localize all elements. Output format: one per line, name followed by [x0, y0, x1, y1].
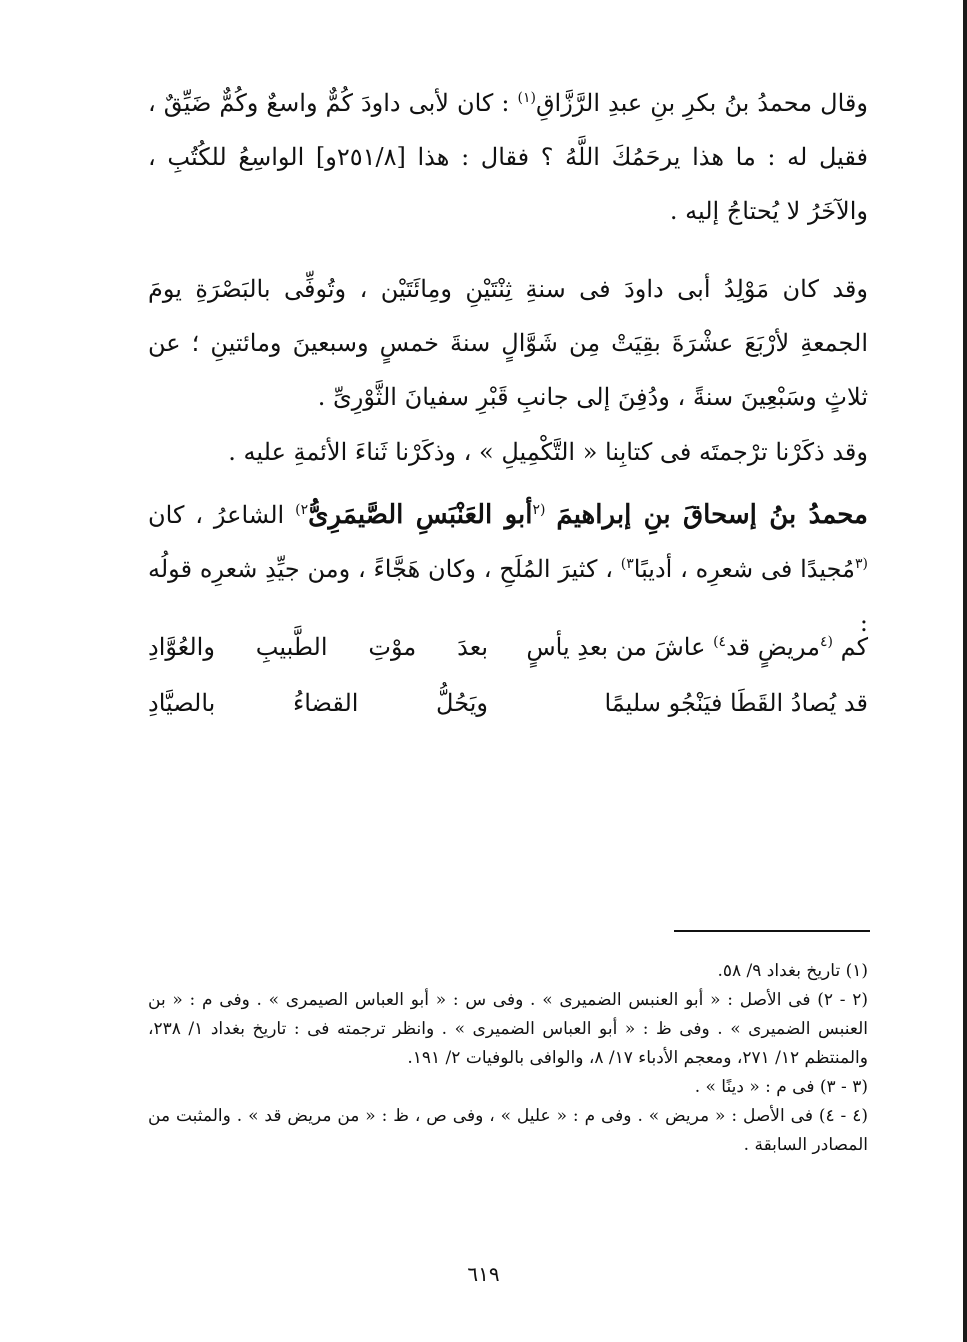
footnote-reference: ٤) [713, 634, 727, 650]
footnote: (٤ - ٤) فى الأصل : « مريض » . وفى م : « عليل » ، وفى ص ، ظ : « من مريض قد » . والمثبت من المصادر السابقة . [148, 1106, 868, 1155]
footnote: (٢ - ٢) فى الأصل : « أبو العنبس الضميرى » . وفى س : « أبو العباس الصيمرى » . وفى م : « بن العنبس الضميرى » . وفى ظ : « أبو العباس الضميرى » . وانظر ترجمته فى : تاريخ بغداد ١/ ٢٣٨، والمنتظم ١٢/ ٢٧١، ومعجم الأدباء ١٧/ ٨، والوافى بالوفيات ٢/ ١٩١. [148, 990, 869, 1068]
footnote-reference: (٤ [819, 634, 833, 650]
footnote: (١) تاريخ بغداد ٩/ ٥٨. [717, 961, 868, 981]
footnote-reference: ٣) [620, 556, 634, 572]
entry-kunya: أبو العَنْبَسِ الصَّيمَرِىُّ [308, 500, 533, 530]
verse-text: مريضٍ قد [726, 633, 820, 661]
footnotes [148, 957, 868, 1160]
verse-first-hemistich: قد يُصادُ القَطَا فيَنْجُو سليمًا [604, 689, 868, 717]
footnote-reference: ٢) [295, 502, 309, 518]
paragraph-text: : كان لأبى داودَ كُمٌّ واسعٌ وكُمٌّ ضَيِّقٌ ، فقيل له : ما هذا يرحَمُكَ اللَّهُ ؟ فقال : هذا [٢٥١/٨و] الواسِعُ للكُتُبِ ، والآخَرُ لا يُحتاجُ إليه . [148, 89, 868, 225]
paragraph-birth-death: وقد كان مَوْلِدُ أبى داودَ فى سنةِ ثِنْتَيْنِ ومِائَتَيْن ، وتُوفِّى بالبَصْرَةِ يومَ الجمعةِ لأرْبَعَ عشْرَةَ بقِيَتْ مِن شَوَّالٍ سنةَ خمسٍ وسبعينَ ومائتينِ ؛ عن ثلاثٍ وسَبْعِينَ سنةً ، ودُفِنَ إلى جانبِ قَبْرِ سفيانَ الثَّوْرِىِّ . [148, 275, 868, 411]
verse-line [148, 620, 868, 674]
verse-text: كم [840, 633, 868, 661]
verse-line [148, 676, 868, 730]
paragraph-takmil: وقد ذكَرْنا ترْجمتَه فى كتابِنا « التَّكْمِيلِ » ، وذكَرْنا ثَناءَ الأئمةِ عليه . [228, 438, 868, 466]
footnote-reference: (١) [517, 90, 536, 106]
verse-text: عاشَ من بعدِ يأسٍ [526, 633, 706, 661]
paragraph-abd-al-razzaq [148, 76, 868, 238]
verse-second-hemistich: ويَحُلُّ القضاءُ بالصيَّادِ [148, 689, 488, 717]
entry-name: محمدُ بنُ إسحاقَ بنِ إبراهيمَ [556, 500, 868, 530]
entry-text: الشاعرُ ، كان [148, 501, 285, 529]
page-number: ٦١٩ [467, 1262, 500, 1286]
scan-edge [963, 0, 967, 1342]
footnote-separator [674, 930, 870, 932]
paragraph-text: وقال محمدُ بنُ بكرِ بنِ عبدِ الرَّزَّاقِ [535, 89, 868, 117]
entry-text: مُجيدًا فى شعرِه ، أديبًا [633, 555, 855, 583]
entry-text: ، كثيرَ المُلَحِ ، وكان هَجَّاءً ، ومن جيِّدِ شعرِه قولُه : [148, 555, 868, 637]
verse-first-hemistich [526, 620, 868, 674]
verse-second-hemistich: بعدَ موْتِ الطَّبيبِ والعُوَّادِ [148, 633, 488, 661]
footnote-reference: (٢ [532, 502, 546, 518]
footnote: (٣ - ٣) فى م : « دينًا » . [694, 1077, 868, 1097]
footnote-reference: (٣ [854, 556, 868, 572]
